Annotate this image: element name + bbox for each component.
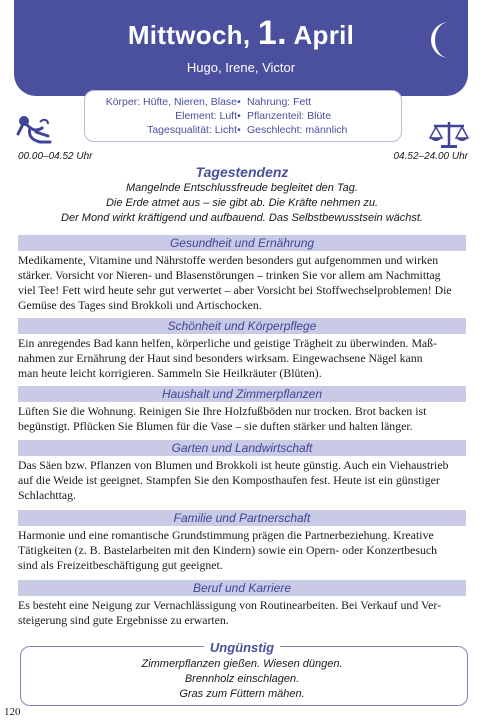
info-right: Pflanzenteil: Blüte — [247, 110, 332, 122]
body-line: Tätigkeiten (z. B. Bastelarbeiten mit den Kindern) sowie ein Opern- oder Konzertbesuch — [18, 543, 437, 557]
body-line: auf die Weide ist geeignet. Stampfen Sie den Komposthaufen fest. Heute ist ein günstiger — [18, 473, 440, 487]
body-line: Harmonie und eine romantische Grundstimmung prägen die Partnerbeziehung. Kreative — [18, 528, 434, 542]
body-line: Das Säen bzw. Pflanzen von Blumen und Brokkoli ist heute günstig. Auch ein Viehaustrieb — [18, 458, 449, 472]
body-line: Schlachttag. — [18, 488, 76, 502]
virgo-sign-icon — [14, 112, 54, 148]
body-line: Medikamente, Vitamine und Nährstoffe werden besonders gut aufgenommen und wirken — [18, 253, 439, 267]
section-heading: Familie und Partnerschaft — [18, 510, 466, 526]
month: April — [293, 20, 355, 50]
body-line: stärker. Vorsicht vor Nieren- und Blasenstörungen – trinken Sie vor allem am Nachmittag — [18, 268, 441, 282]
section-body — [18, 336, 468, 381]
section-body — [18, 253, 468, 313]
section-heading: Beruf und Karriere — [18, 580, 466, 596]
section-body — [18, 528, 468, 573]
body-line: Gemüse des Tages sind Brokkoli und Artischocken. — [18, 298, 262, 312]
bullet: • — [237, 96, 241, 108]
time-range-left: 00.00–04.52 Uhr — [18, 151, 93, 162]
tendenz-title: Tagestendenz — [195, 164, 289, 180]
section-body — [18, 458, 468, 503]
unguenstig-line: Brennholz einschlagen. — [184, 673, 300, 685]
date-header — [14, 0, 468, 96]
date-title — [14, 14, 468, 53]
body-line: nahmen zur Ernährung der Haut sind besonders wirksam. Eingewachsene Nägel kann — [18, 351, 423, 365]
unguenstig-title: Ungünstig — [204, 640, 280, 655]
unguenstig-line: Gras zum Füttern mähen. — [179, 688, 305, 700]
tendenz-line: Mangelnde Entschlussfreude begleitet den Tag. — [126, 182, 358, 194]
info-row — [85, 110, 401, 124]
tendenz-line: Die Erde atmet aus – sie gibt ab. Die Kräfte nehmen zu. — [105, 197, 379, 209]
body-line: begünstigt. Pflücken Sie Blumen für die Vase – sie duften stärker und halten länger. — [18, 419, 413, 433]
weekday: Mittwoch, — [127, 20, 251, 50]
time-range-right: 04.52–24.00 Uhr — [393, 151, 468, 162]
unguenstig-title-wrap — [0, 639, 484, 657]
page-number: 120 — [4, 706, 21, 718]
name-days: Hugo, Irene, Victor — [186, 60, 296, 75]
body-line: man heute leicht korrigieren. Sammeln Sie Heilkräuter (Blüten). — [18, 366, 322, 380]
day-number: 1. — [257, 14, 287, 52]
body-line: sind als Freizeitbeschäftigung gut geeignet. — [18, 558, 223, 572]
section-body — [18, 598, 468, 628]
bullet: • — [237, 124, 241, 136]
bullet: • — [237, 110, 241, 122]
body-line: Lüften Sie die Wohnung. Reinigen Sie Ihre Holzfußböden nur trocken. Brot backen ist — [18, 404, 427, 418]
tendenz-line: Der Mond wirkt kräftigend und aufbauend. Das Selbstbewusstsein wächst. — [61, 212, 423, 224]
info-right: Geschlecht: männlich — [247, 124, 348, 136]
unguenstig-line: Zimmerpflanzen gießen. Wiesen düngen. — [141, 658, 343, 670]
info-row — [85, 96, 401, 110]
crescent-moon-icon — [429, 20, 461, 60]
libra-sign-icon — [428, 118, 470, 150]
body-line: viel Tee! Fett wird heute sehr gut verwertet – aber Vorsicht bei Stoffwechselproblemen! Die — [18, 283, 452, 297]
body-line: steigerung sind gute Ergebnisse zu erwarten. — [18, 613, 229, 627]
info-right: Nahrung: Fett — [247, 96, 312, 108]
section-heading: Garten und Landwirtschaft — [18, 440, 466, 456]
section-heading: Haushalt und Zimmerpflanzen — [18, 386, 466, 402]
info-box — [84, 90, 402, 142]
info-left: Körper: Hüfte, Nieren, Blase — [105, 96, 237, 108]
section-heading: Gesundheit und Ernährung — [18, 235, 466, 251]
body-line: Ein anregendes Bad kann helfen, körperliche und geistige Trägheit zu überwinden. Maß- — [18, 336, 437, 350]
info-left: Tagesqualität: Licht — [147, 124, 237, 136]
info-row — [85, 124, 401, 138]
info-left: Element: Luft — [175, 110, 237, 122]
section-heading: Schönheit und Körperpflege — [18, 318, 466, 334]
section-body — [18, 404, 468, 434]
body-line: Es besteht eine Neigung zur Vernachlässigung von Routinearbeiten. Bei Verkauf und Ver- — [18, 598, 442, 612]
